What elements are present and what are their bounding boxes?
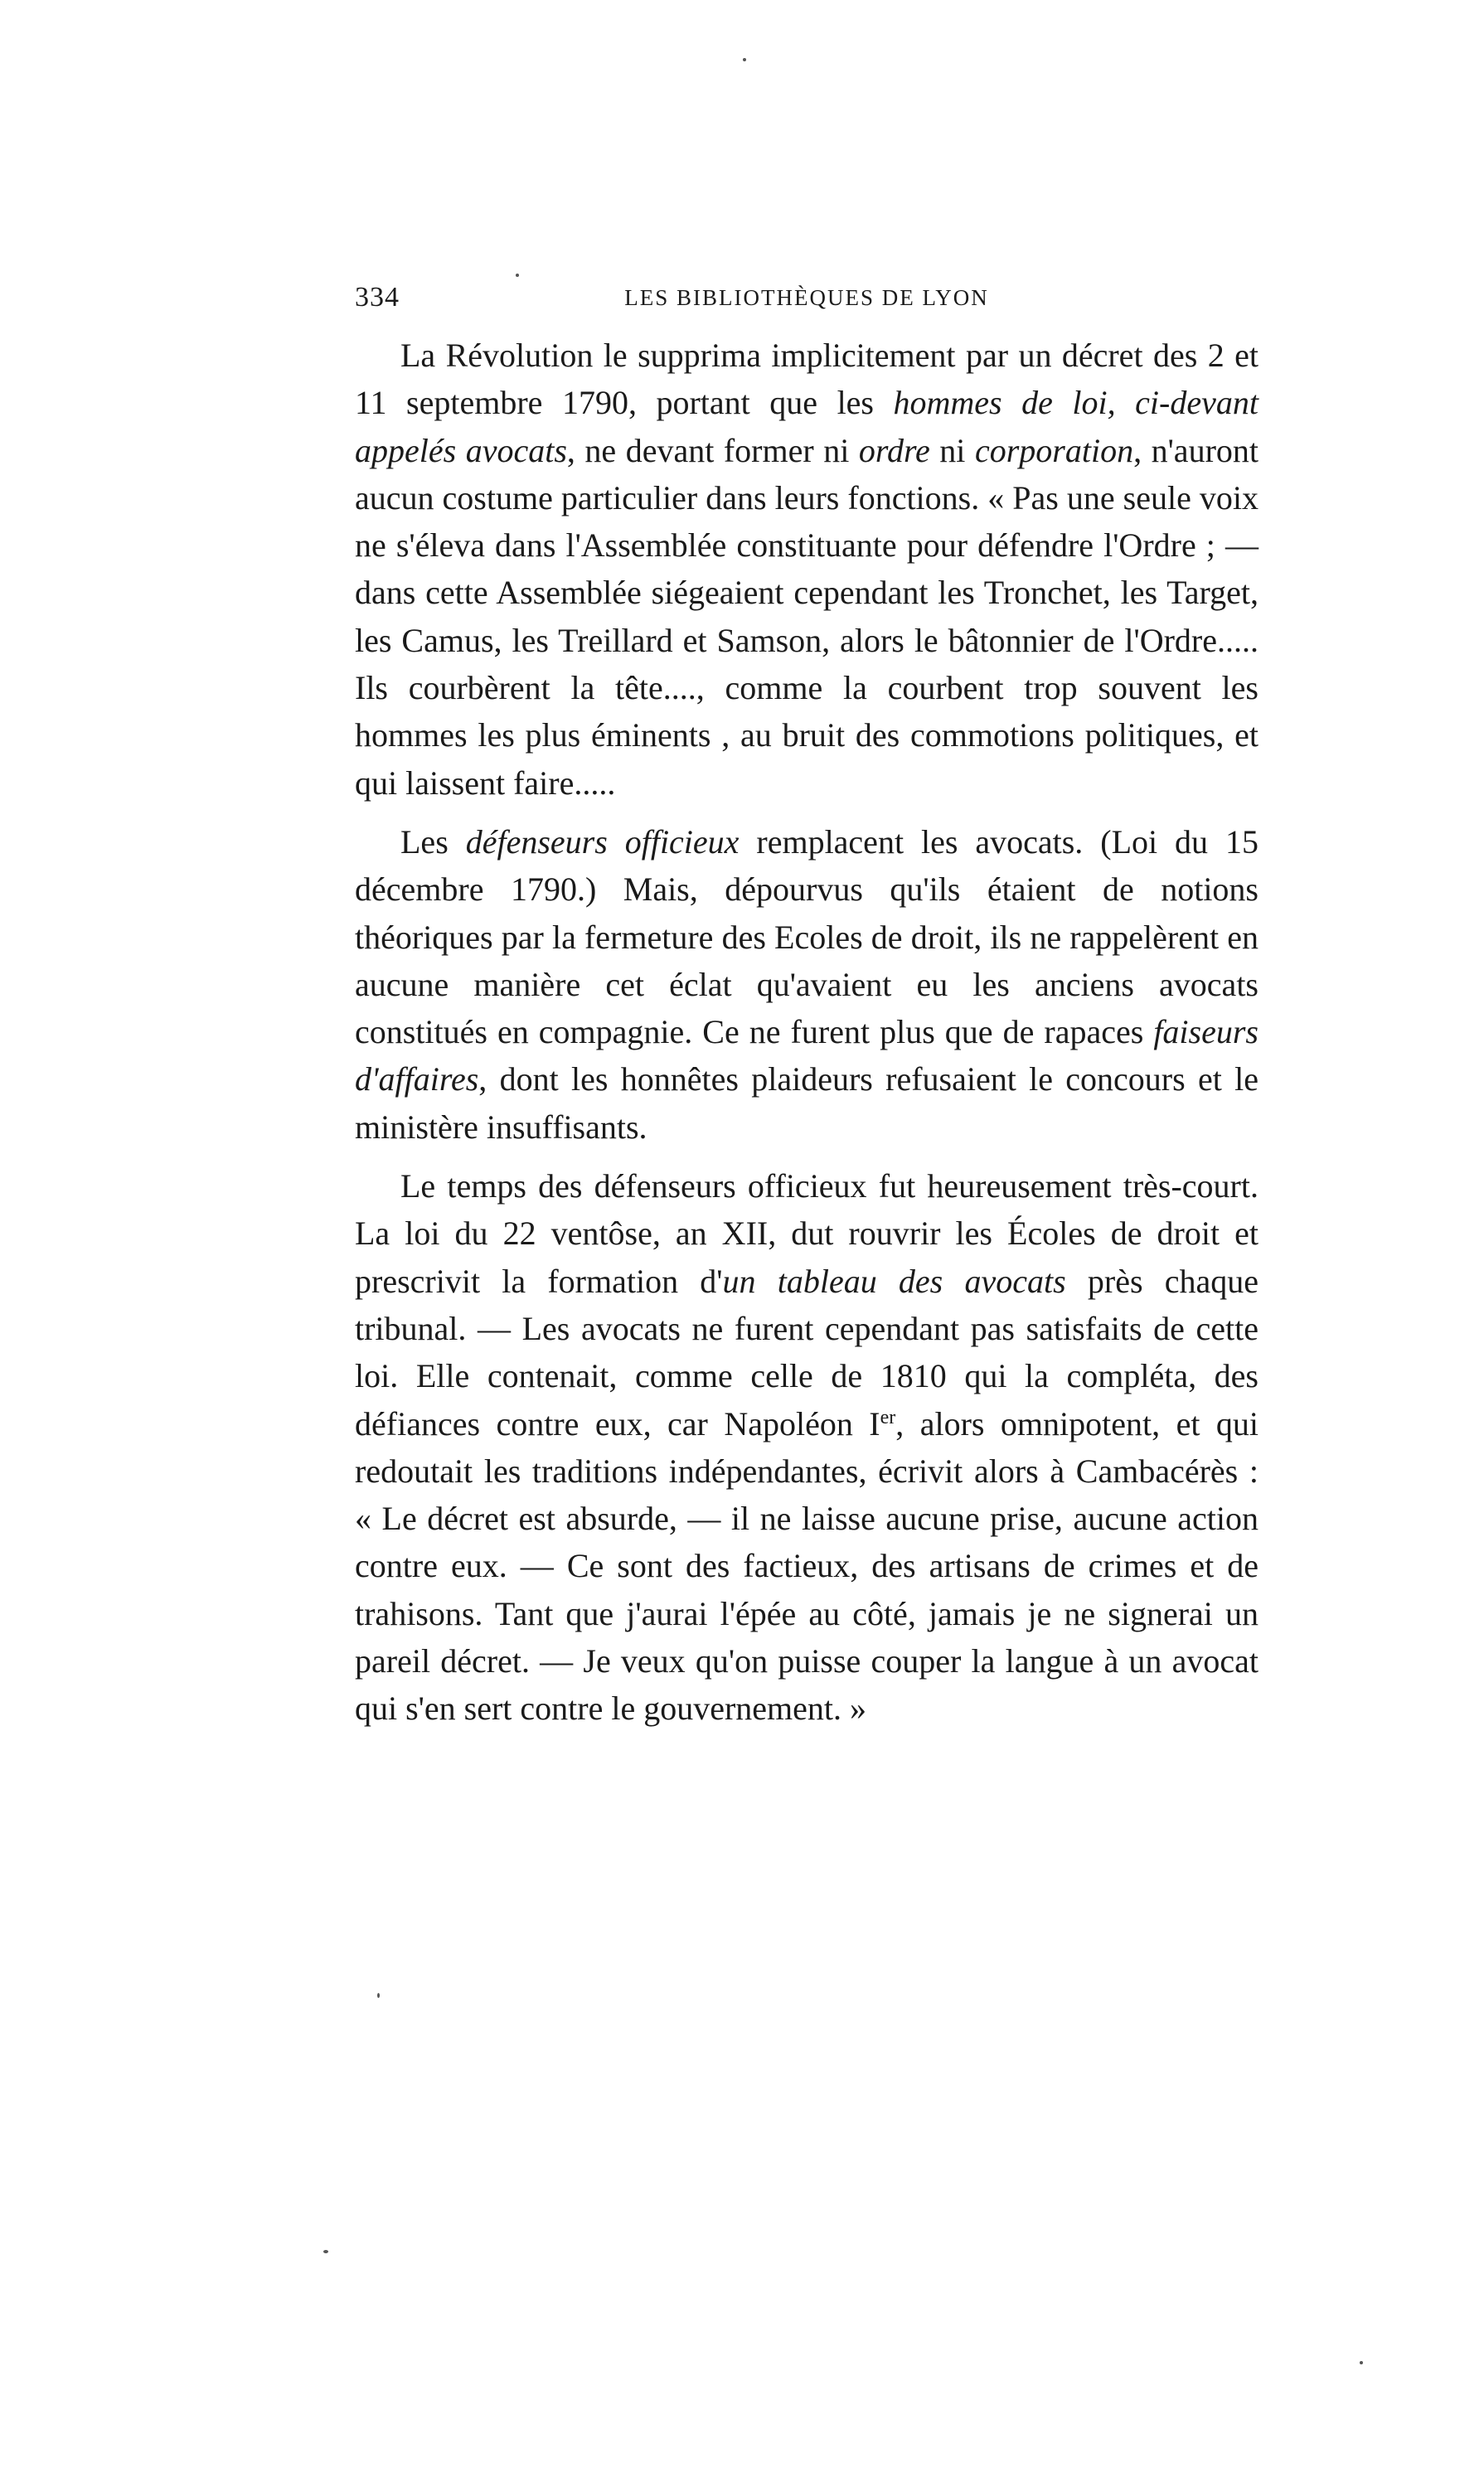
text-run: remplacent les avocats. (Loi du 15 décembre 1790.) Mais, dépourvus qu'ils étaient de notions théoriques par la fermeture des Ecoles de droit, ils ne rappelèrent en aucune manière cet éclat qu'avaient eu les anciens avocats constitués en compagnie. Ce ne furent plus que de rapaces [355,822,1258,1051]
scan-speck [323,2250,328,2253]
page-number: 334 [355,282,400,313]
body-text [355,332,1258,1733]
text-run: La Révolution le supprima implicitement par un décret des 2 et 11 septembre 1790, portant que les [355,337,1258,422]
italic-run: un tableau des avocats [722,1262,1066,1300]
page-header [355,282,1258,315]
running-title: LES BIBLIOTHÈQUES DE LYON [624,285,989,310]
text-run: ni [929,431,975,469]
italic-run: ordre [858,431,930,469]
text-run: , dont les honnêtes plaideurs refusaient le concours et le ministère insuffisants. [355,1060,1258,1146]
paragraph [355,332,1258,807]
text-run: Les [400,822,466,861]
text-run: Le temps des défenseurs officieux fut heureusement très-court. La loi du 22 ventôse, an XII, dut rouvrir les Écoles de droit et prescrivit la formation d' [355,1167,1258,1300]
scan-speck [743,58,746,61]
scan-speck [377,1993,380,1998]
italic-run: faiseurs d'affaires [355,1013,1258,1098]
superscript: er [880,1406,896,1428]
paragraph [355,818,1258,1151]
scan-speck [1360,2361,1363,2364]
text-run: , ne devant former ni [566,431,859,469]
scan-speck [516,274,519,277]
italic-run: corporation [974,431,1134,469]
text-run: , n'auront aucun costume particulier dans leurs fonctions. « Pas une seule voix ne s'éleva dans l'Assemblée constituante pour défendre l'Ordre ; — dans cette Assemblée siégeaient cependant les Tronchet, les Target, les Camus, les Treillard et Samson, alors le bâtonnier de l'Ordre..... Ils courbèrent la tête...., comme la courbent trop souvent les hommes les plus éminents , au bruit des commotions politiques, et qui laissent faire..... [355,431,1258,802]
paragraph [355,1162,1258,1733]
italic-run: défenseurs officieux [465,822,740,861]
text-run: près chaque tribunal. — Les avocats ne furent cependant pas satisfaits de cette loi. Elle contenait, comme celle de 1810 qui la compléta, des défiances contre eux, car Napoléon I [355,1262,1258,1442]
italic-run: hommes de loi, ci-devant appelés avocats [355,384,1258,469]
text-run: , alors omnipotent, et qui redoutait les traditions indépendantes, écrivit alors à Cambacérès : « Le décret est absurde, — il ne laisse aucune prise, aucune action contre eux. — Ce sont des factieux, des artisans de crimes et de trahisons. Tant que j'aurai l'épée au côté, jamais je ne signerai un pareil décret. — Je veux qu'on puisse couper la langue à un avocat qui s'en sert contre le gouvernement. » [355,1404,1258,1728]
